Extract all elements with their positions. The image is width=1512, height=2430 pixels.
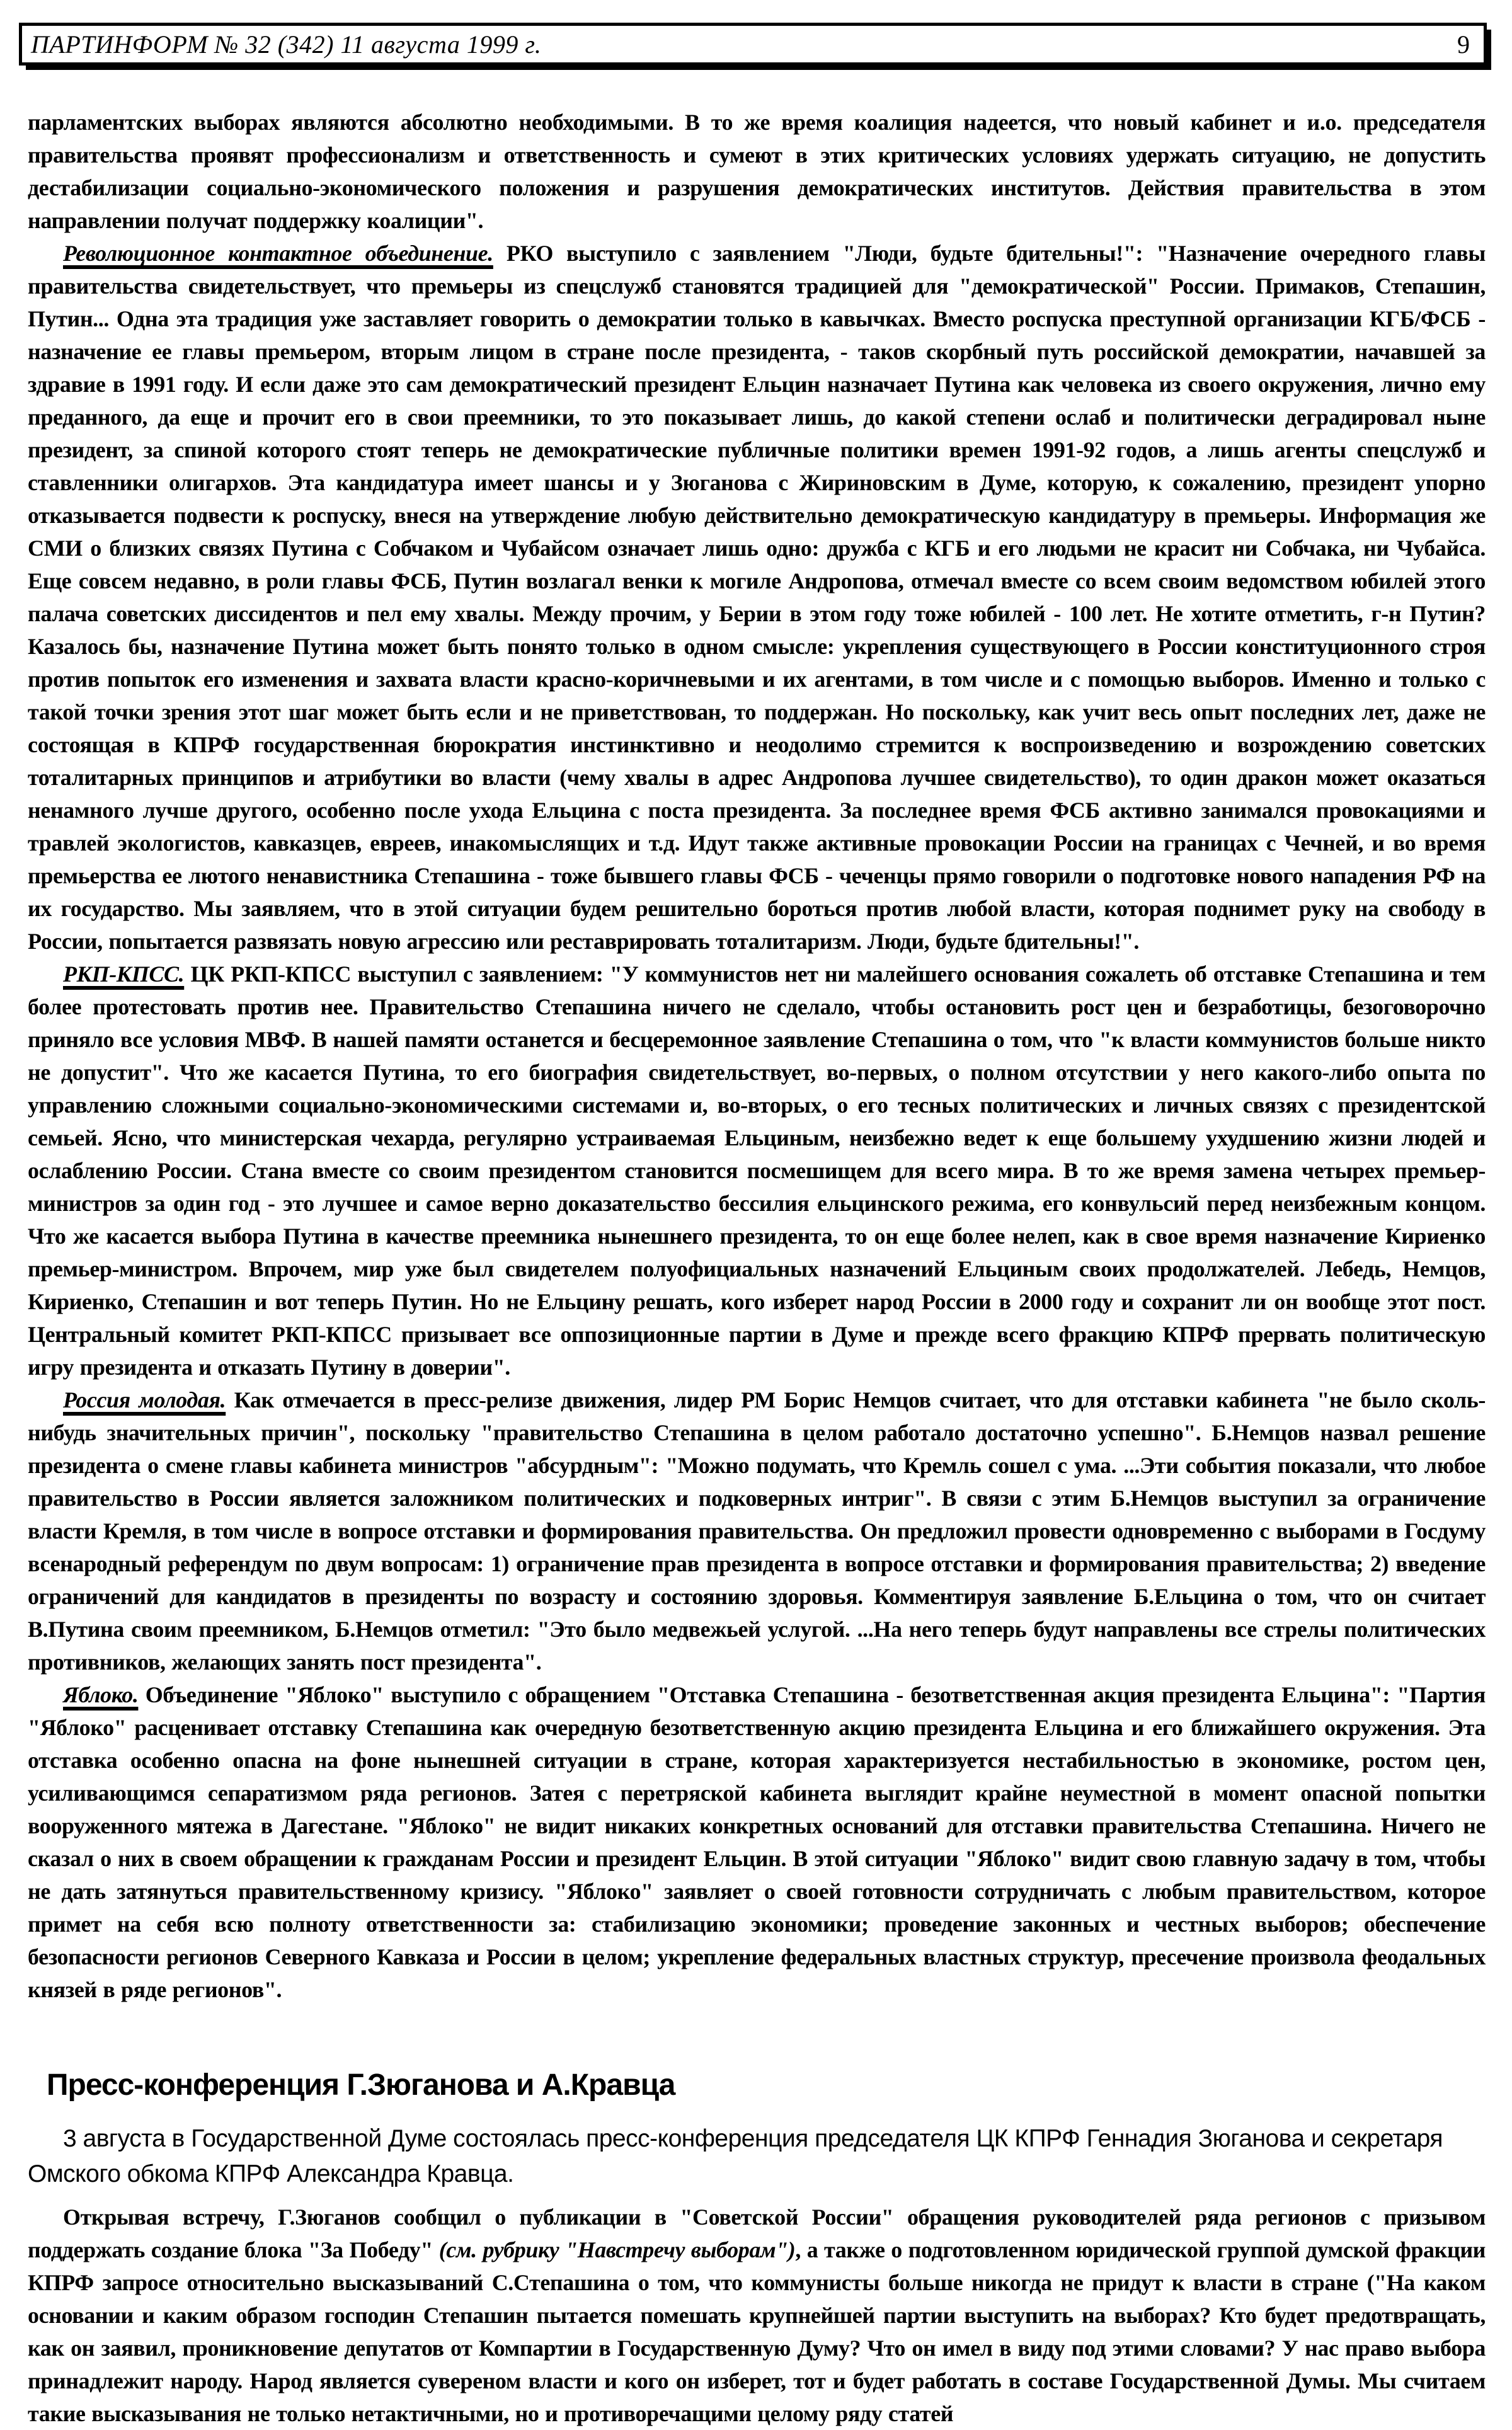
paragraph-text: парламентских выборах являются абсолютно необходимыми. В то же время коалиция надеется, что новый кабинет и и.о. председателя правительства проявят профессионализм и ответственность и сумеют в этих критических условиях удержать ситуацию, не допустить дестабилизации социально-экономического положения и разрушения демократических институтов. Действия правительства в этом направлении получат поддержку коалиции". — [28, 110, 1486, 233]
paragraph-zyuganov-opening — [28, 2201, 1486, 2430]
section-intro-paragraph: 3 августа в Государственной Думе состоялась пресс-конференция председателя ЦК КПРФ Геннадия Зюганова и секретаря Омского обкома КПРФ Александра Кравца. — [28, 2125, 1443, 2187]
section-heading: Пресс-конференция Г.Зюганова и А.Кравца — [47, 2068, 675, 2102]
page-number: 9 — [1457, 30, 1470, 59]
paragraph-rko — [28, 237, 1486, 958]
paragraph-text: Объединение "Яблоко" выступило с обращением "Отставка Степашина - безответственная акция президента Ельцина": "Партия "Яблоко" расценивает отставку Степашина как очередную безответственную акцию президента Ельцина и его ближайшего окружения. Эта отставка особенно опасна на фоне нынешней ситуации в стране, которая характеризуется нестабильностью в экономике, ростом цен, усиливающимся сепаратизмом ряда регионов. Затея с перетряской кабинета выглядит крайне неуместной в момент опасной попытки вооруженного мятежа в Дагестане. "Яблоко" не видит никаких конкретных оснований для отставки правительства Степашина. Ничего не сказал о них в своем обращении к гражданам России и президент Ельцин. В этой ситуации "Яблоко" видит свою главную задачу в том, чтобы не дать затянуться правительственному кризису. "Яблоко" заявляет о своей готовности сотрудничать с любым правительством, которое примет на себя всю полноту ответственности за: стабилизацию экономики; проведение законных и честных выборов; обеспечение безопасности регионов Северного Кавказа и России в целом; укрепление федеральных властных структур, пресечение произвола феодальных князей в ряде регионов". — [28, 1682, 1486, 2002]
paragraph-text-start: Открывая встречу, Г.Зюганов сообщил о публикации в "Советской России" обращения руководителей ряда регионов с призывом поддержать создание блока "За Победу" — [28, 2204, 1486, 2262]
paragraph-text: РКО выступило с заявлением "Люди, будьте бдительны!": "Назначение очередного главы правительства свидетельствует, что премьеры из спецслужб становятся традицией для "демократической" России. Примаков, Степашин, Путин... Одна эта традиция уже заставляет говорить о демократии только в кавычках. Вместо роспуска преступной организации КГБ/ФСБ - назначение ее главы премьером, вторым лицом в стране после президента, - таков скорбный путь российской демократии, начавшей за здравие в 1991 году. И если даже это сам демократический президент Ельцин назначает Путина как человека из своего окружения, лично ему преданного, да еще и прочит его в свои преемники, то это показывает лишь, до какой степени ослаб и политически деградировал ныне президент, за спиной которого стоят теперь не демократические публичные политики времен 1991-92 годов, а лишь агенты спецслужб и ставленники олигархов. Эта кандидатура имеет шансы и у Зюганова с Жириновским в Думе, которую, к сожалению, президент упорно отказывается подвести к роспуску, внеся на утверждение любую действительно демократическую кандидатуру в премьеры. Информация же СМИ о близких связях Путина с Собчаком и Чубайсом означает лишь одно: дружба с КГБ и его людьми не красит ни Собчака, ни Чубайса. Еще совсем недавно, в роли главы ФСБ, Путин возлагал венки к могиле Андропова, отмечал вместе со всем своим ведомством юбилей этого палача советских диссидентов и пел ему хвалы. Между прочим, у Берии в этом году тоже юбилей - 100 лет. Не хотите отметить, г-н Путин? Казалось бы, назначение Путина может быть понято только в одном смысле: укрепления существующего в России конституционного строя против попыток его изменения и захвата власти красно-коричневыми и их агентами, в том числе и с помощью выборов. Именно и только с такой точки зрения этот шаг может быть если и не приветствован, то поддержан. Но поскольку, как учит весь опыт последних лет, даже не состоящая в КПРФ государственная бюрократия инстинктивно и неодолимо стремится к воспроизведению и возрождению советских тоталитарных принципов и атрибутики во власти (чему хвалы в адрес Андропова лучшее свидетельство), то один дракон может оказаться ненамного лучше другого, особенно после ухода Ельцина с поста президента. За последнее время ФСБ активно занимался провокациями и травлей экологистов, кавказцев, евреев, инакомыслящих и т.д. Идут также активные провокации России на границах с Чечней, и во время премьерства ее лютого ненавистника Степашина - тоже бывшего главы ФСБ - чеченцы прямо говорили о подготовке нового нападения РФ на их государство. Мы заявляем, что в этой ситуации будем решительно бороться против любой власти, которая поднимет руку на свободу в России, попытается развязать новую агрессию или реставрировать тоталитаризм. Люди, будьте бдительны!". — [28, 241, 1486, 954]
page-content — [28, 106, 1486, 2430]
paragraph-lead-rossiya-molodaya: Россия молодая. — [63, 1387, 226, 1413]
paragraph-yabloko — [28, 1678, 1486, 2006]
paragraph-lead-yabloko: Яблоко. — [63, 1682, 139, 1707]
page-header — [19, 23, 1487, 66]
paragraph-lead-rko: Революционное контактное объединение. — [63, 241, 493, 266]
paragraph-text: Как отмечается в пресс-релизе движения, лидер РМ Борис Немцов считает, что для отставки кабинета "не было сколь-нибудь значительных причин", поскольку "правительство Степашина в целом работало достаточно успешно". Б.Немцов назвал решение президента о смене главы кабинета министров "абсурдным": "Можно подумать, что Кремль сошел с ума. ...Эти события показали, что любое правительство в России является заложником политических и подковерных интриг". В связи с этим Б.Немцов выступил за ограничение власти Кремля, в том числе в вопросе отставки и формирования правительства. Он предложил провести одновременно с выборами в Госдуму всенародный референдум по двум вопросам: 1) ограничение прав президента в вопросе отставки и формирования правительства; 2) введение ограничений для кандидатов в президенты по возрасту и состоянию здоровья. Комментируя заявление Б.Ельцина о том, что он считает В.Путина своим преемником, Б.Немцов отметил: "Это было медвежьей услугой. ...На него теперь будут направлены все стрелы политических противников, желающих занять пост президента". — [28, 1387, 1486, 1675]
paragraph-rkp-kpss — [28, 958, 1486, 1384]
paragraph-rossiya-molodaya — [28, 1384, 1486, 1678]
paragraph-text-end: , а также о подготовленном юридической группой думской фракции КПРФ запросе относительно высказываний С.Степашина о том, что коммунисты больше никогда не придут к власти в стране ("На каком основании и каким образом господин Степашин пытается помешать крупнейшей партии выступить на выборах? Кто будет предотвращать, как он заявил, проникновение депутатов от Компартии в Государственную Думу? Что он имел в виду под этими словами? У нас право выбора принадлежит народу. Народ является сувереном власти и кого он изберет, тот и будет работать в составе Государственной Думы. Мы считаем такие высказывания не только нетактичными, но и противоречащими целому ряду статей — [28, 2237, 1486, 2426]
paragraph-lead-rkp-kpss: РКП-КПСС. — [63, 961, 185, 987]
paragraph-text-italic-note: (см. рубрику "Навстречу выборам") — [438, 2237, 796, 2262]
paragraph-text: ЦК РКП-КПСС выступил с заявлением: "У коммунистов нет ни малейшего основания сожалеть об отставке Степашина и тем более протестовать против нее. Правительство Степашина ничего не сделало, чтобы остановить рост цен и безработицы, безоговорочно приняло все условия МВФ. В нашей памяти останется и бесцеремонное заявление Степашина о том, что "к власти коммунистов больше никто не допустит". Что же касается Путина, то его биография свидетельствует, во-первых, о полном отсутствии у него какого-либо опыта по управлению сложными социально-экономическими системами и, во-вторых, о его тесных политических и личных связях с президентской семьей. Ясно, что министерская чехарда, регулярно устраиваемая Ельциным, неизбежно ведет к еще большему ухудшению жизни людей и ослаблению России. Стана вместе со своим президентом становится посмешищем для всего мира. В то же время замена четырех премьер-министров за один год - это лучшее и самое верно доказательство бессилия ельцинского режима, его конвульсий перед неизбежным концом. Что же касается выбора Путина в качестве преемника нынешнего президента, то он еще более нелеп, как в свое время назначение Кириенко премьер-министром. Впрочем, мир уже был свидетелем полуофициальных назначений Ельциным своих продолжателей. Лебедь, Немцов, Кириенко, Степашин и вот теперь Путин. Но не Ельцину решать, кого изберет народ России в 2000 году и сохранит ли он вообще этот пост. Центральный комитет РКП-КПСС призывает все оппозиционные партии в Думе и прежде всего фракцию КПРФ прервать политическую игру президента и отказать Путину в доверии". — [28, 961, 1486, 1380]
newsletter-title: ПАРТИНФОРМ № 32 (342) 11 августа 1999 г. — [31, 30, 542, 59]
paragraph-coalition-continuation — [28, 106, 1486, 237]
